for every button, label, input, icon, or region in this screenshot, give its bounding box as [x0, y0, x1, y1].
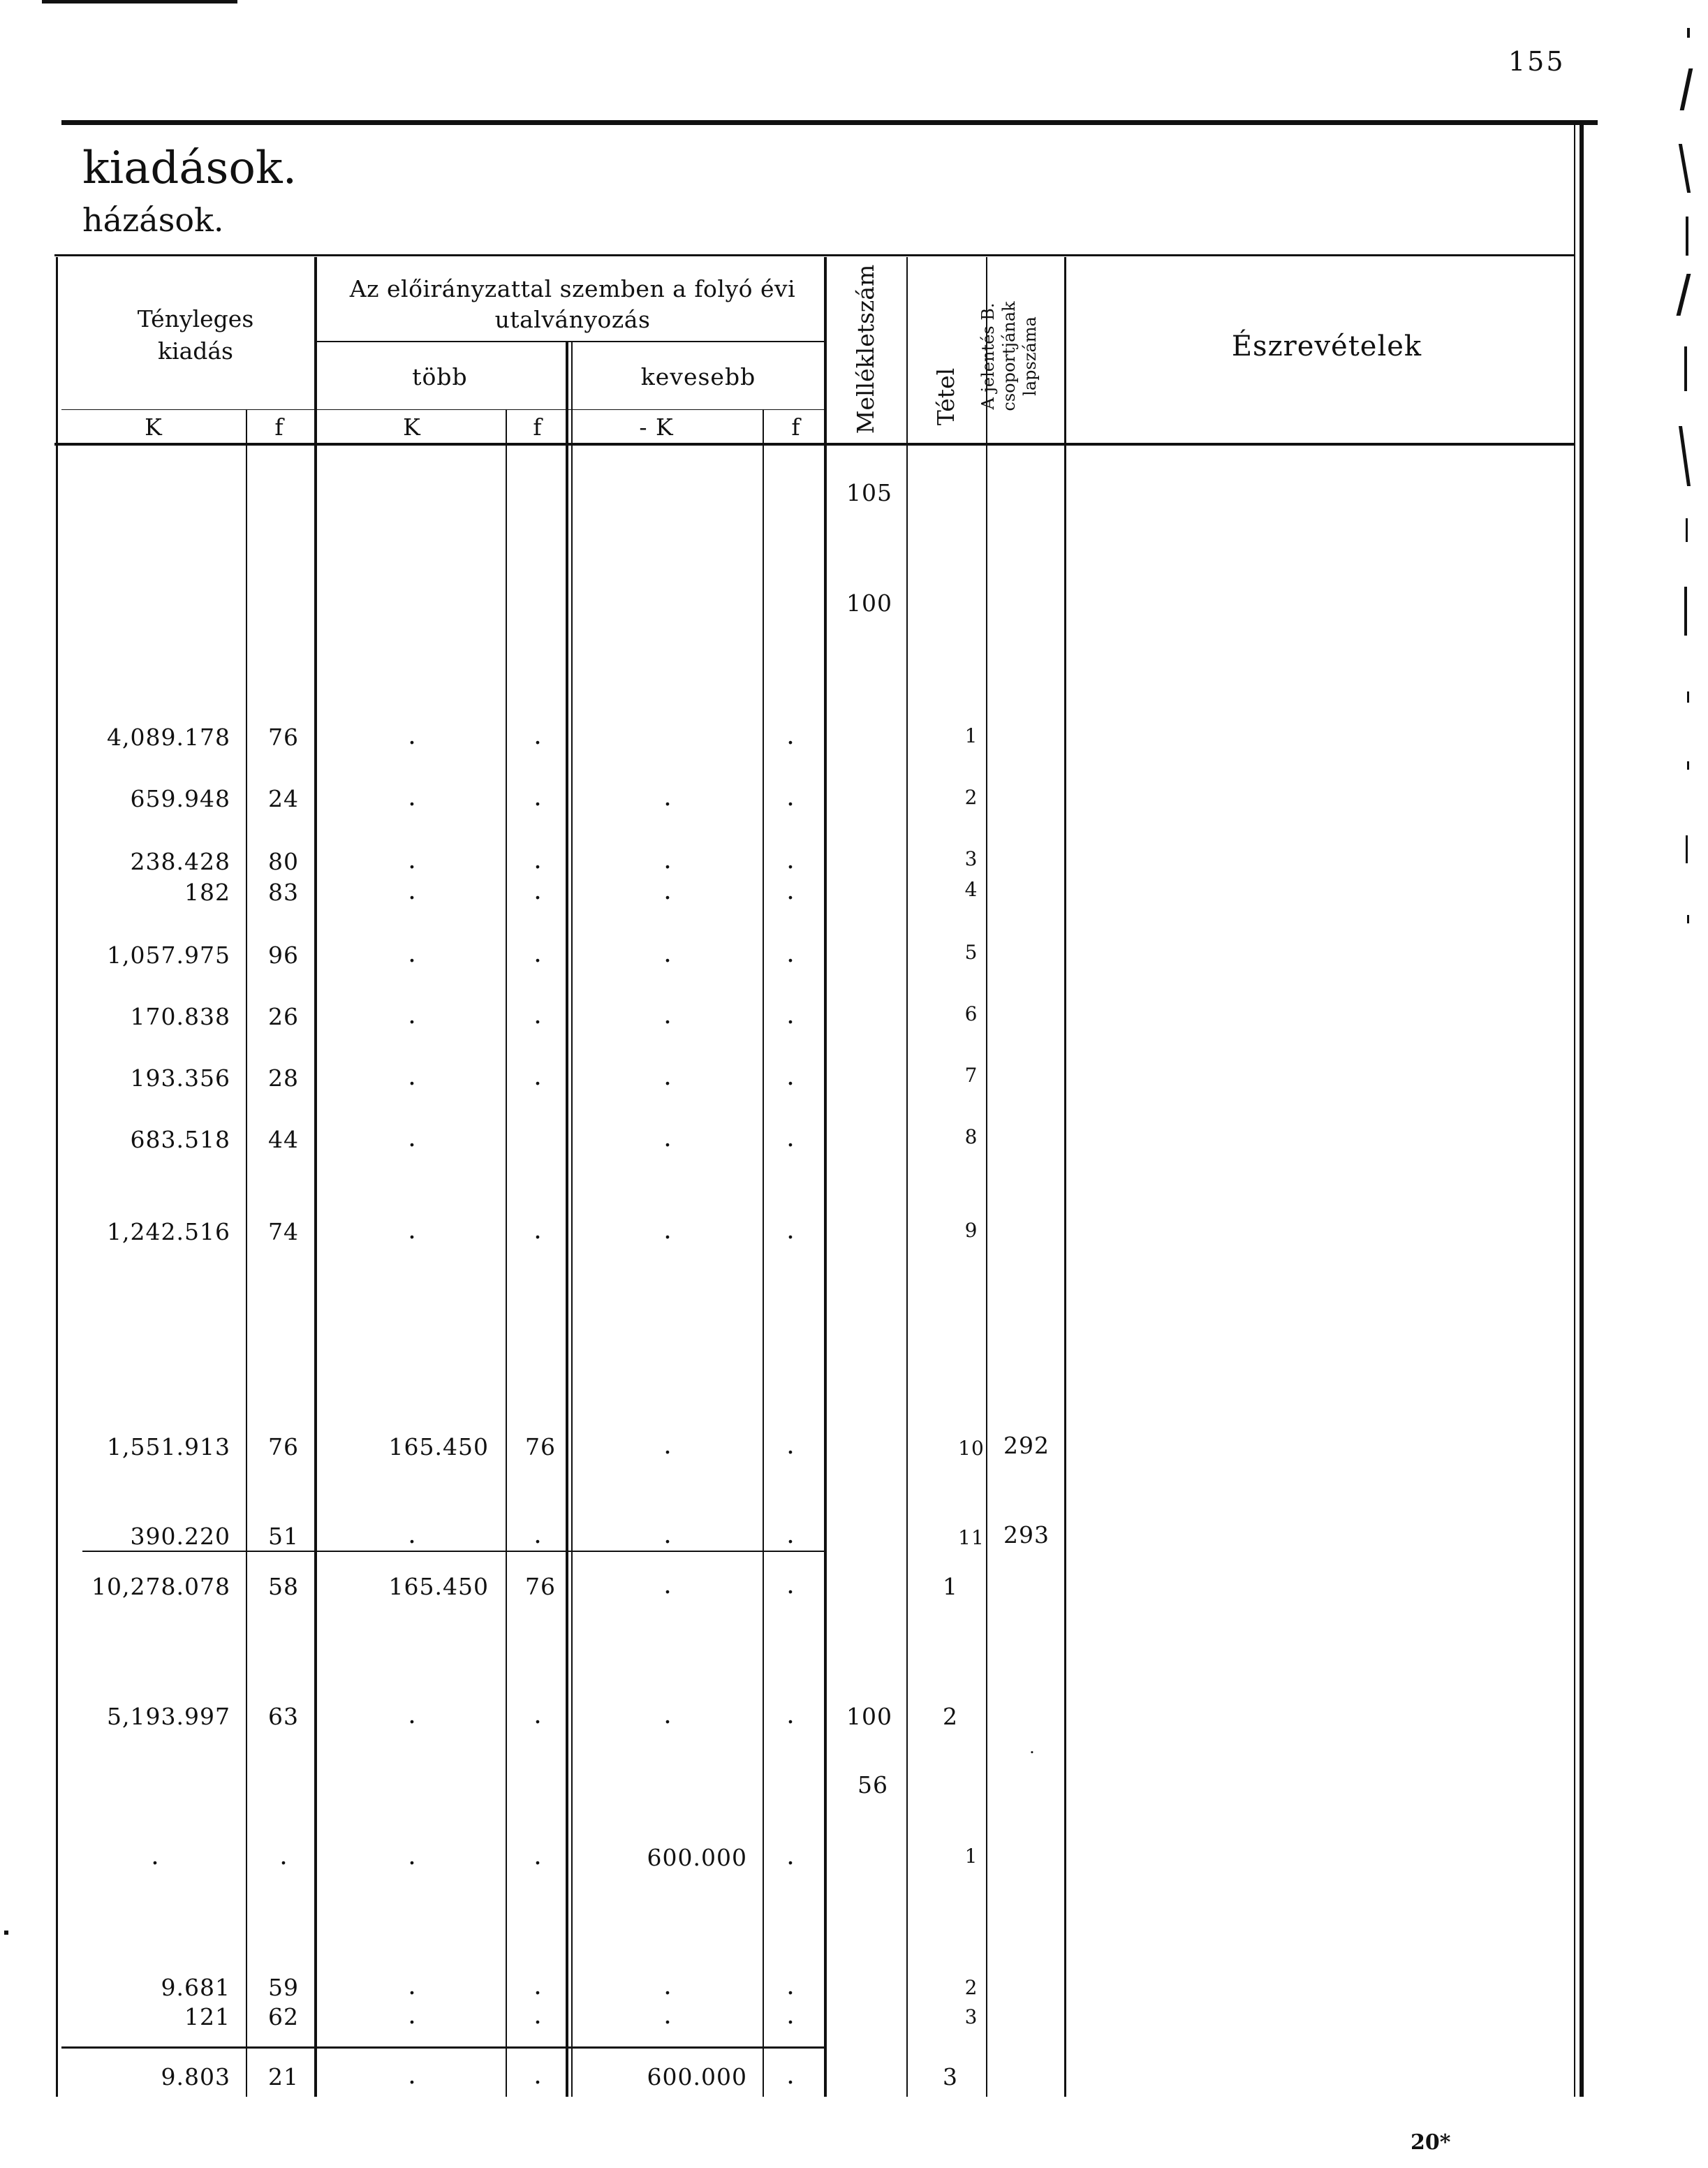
header-less-f: f — [791, 413, 801, 441]
more-K-cell: . — [408, 1701, 416, 1729]
item-cell: 1 — [964, 724, 978, 747]
more-K-cell: . — [408, 2061, 416, 2090]
more-f-cell: . — [533, 939, 542, 968]
more-K-cell: . — [408, 1842, 416, 1870]
more-f-cell: 76 — [525, 1573, 556, 1600]
header-more: több — [412, 363, 468, 390]
actual-f-cell: 24 — [268, 785, 299, 812]
actual-K-cell: 9.681 — [161, 1974, 230, 2001]
actual-K-cell: 170.838 — [130, 1003, 230, 1030]
item-cell: 2 — [964, 1976, 978, 1999]
less-K-cell: . — [663, 1571, 672, 1599]
item-cell: 9 — [964, 1219, 978, 1242]
item-cell: 7 — [964, 1064, 978, 1087]
item-cell: 1 — [964, 1845, 978, 1868]
header-less: kevesebb — [640, 363, 756, 390]
more-f-cell: . — [533, 722, 542, 750]
less-f-cell: . — [786, 2001, 795, 2030]
less-f-cell: . — [786, 1571, 795, 1599]
less-K-cell: . — [663, 877, 672, 905]
actual-K-cell: 1,551.913 — [107, 1433, 230, 1460]
less-K-cell: 600.000 — [647, 1844, 747, 1871]
actual-f-cell: 44 — [268, 1126, 299, 1153]
less-f-cell: . — [786, 1842, 795, 1870]
top-edge-rule — [42, 0, 237, 3]
item-cell: 1 — [943, 1573, 958, 1600]
less-f-cell: . — [786, 1001, 795, 1030]
less-f-cell: . — [786, 1124, 795, 1152]
actual-f-cell: 76 — [268, 1433, 299, 1460]
actual-K-cell: 1,057.975 — [107, 942, 230, 969]
less-K-cell: . — [663, 1701, 672, 1729]
more-K-cell: . — [408, 846, 416, 874]
attachment-cell: 105 — [846, 479, 892, 506]
more-K-cell: . — [408, 1216, 416, 1245]
less-f-cell: . — [786, 1701, 795, 1729]
more-K-cell: . — [408, 877, 416, 905]
more-K-cell: . — [408, 1972, 416, 2000]
page-subtitle: házások. — [82, 201, 224, 239]
less-K-cell: . — [663, 1001, 672, 1030]
actual-f-cell: 74 — [268, 1218, 299, 1245]
header-remarks: Észrevételek — [1231, 330, 1422, 362]
actual-K-cell: 182 — [184, 879, 230, 906]
actual-K-cell: 390.220 — [130, 1523, 230, 1550]
header-more-f: f — [533, 413, 543, 441]
less-K-cell: . — [663, 1216, 672, 1245]
item-cell: 3 — [964, 2005, 978, 2028]
more-K-cell: . — [408, 2001, 416, 2030]
item-cell: 2 — [964, 786, 978, 809]
more-K-cell: . — [408, 1001, 416, 1030]
footer-mark: 20* — [1411, 2130, 1451, 2155]
actual-f-cell: 28 — [268, 1064, 299, 1092]
less-f-cell: . — [786, 1972, 795, 2000]
actual-f-cell: 83 — [268, 879, 299, 906]
header-appropriation-group: Az előirányzattal szemben a folyó évi utalványozás — [349, 275, 796, 333]
actual-f-cell: 21 — [268, 2063, 299, 2090]
actual-K-cell: 10,278.078 — [91, 1573, 230, 1600]
item-cell: 6 — [964, 1002, 978, 1025]
less-K-cell: . — [663, 1062, 672, 1091]
more-K-cell: . — [408, 1521, 416, 1549]
header-report-page: A jelentés B. csoportjának lapszáma — [978, 301, 1040, 411]
less-f-cell: . — [786, 1216, 795, 1245]
actual-K-cell: 193.356 — [130, 1064, 230, 1092]
actual-f-cell: . — [279, 1842, 288, 1870]
more-f-cell: . — [533, 2061, 542, 2090]
less-K-cell: . — [663, 783, 672, 812]
page-ref-cell: 292 — [1003, 1432, 1050, 1459]
actual-K-cell: 683.518 — [130, 1126, 230, 1153]
more-K-cell: . — [408, 1124, 416, 1152]
actual-K-cell: 659.948 — [130, 785, 230, 812]
item-cell: 3 — [964, 847, 978, 870]
more-f-cell: . — [533, 846, 542, 874]
header-more-K: K — [403, 413, 421, 441]
less-K-cell: . — [663, 1431, 672, 1460]
item-cell: 8 — [964, 1125, 978, 1148]
less-K-cell: . — [663, 2001, 672, 2030]
less-f-cell: . — [786, 722, 795, 750]
less-f-cell: . — [786, 846, 795, 874]
less-K-cell: 600.000 — [647, 2063, 747, 2090]
less-K-cell: . — [663, 846, 672, 874]
actual-f-cell: 80 — [268, 848, 299, 875]
less-f-cell: . — [786, 877, 795, 905]
actual-f-cell: 96 — [268, 942, 299, 969]
less-f-cell: . — [786, 783, 795, 812]
page-ref-cell: 293 — [1003, 1521, 1050, 1548]
actual-f-cell: 58 — [268, 1573, 299, 1600]
actual-f-cell: 59 — [268, 1974, 299, 2001]
more-f-cell: . — [533, 1521, 542, 1549]
less-f-cell: . — [786, 1431, 795, 1460]
less-K-cell: . — [663, 1124, 672, 1152]
less-f-cell: . — [786, 939, 795, 968]
more-f-cell: . — [533, 1001, 542, 1030]
more-f-cell: . — [533, 877, 542, 905]
item-cell: 4 — [964, 878, 978, 901]
actual-K-cell: 1,242.516 — [107, 1218, 230, 1245]
item-cell: 10 — [958, 1437, 985, 1460]
less-f-cell: . — [786, 1062, 795, 1091]
header-less-K: - K — [639, 413, 674, 441]
actual-K-cell: . — [151, 1842, 159, 1870]
more-K-cell: 165.450 — [388, 1433, 489, 1460]
attachment-cell: 100 — [846, 1703, 892, 1730]
more-K-cell: . — [408, 722, 416, 750]
less-f-cell: . — [786, 2061, 795, 2090]
more-K-cell: . — [408, 783, 416, 812]
less-K-cell: . — [663, 939, 672, 968]
item-cell: 11 — [958, 1526, 985, 1549]
more-f-cell: . — [533, 1972, 542, 2000]
more-f-cell: . — [533, 783, 542, 812]
actual-f-cell: 51 — [268, 1523, 299, 1550]
actual-f-cell: 63 — [268, 1703, 299, 1730]
header-attachment-number: Mellékletszám — [852, 264, 879, 434]
more-f-cell: 76 — [525, 1433, 556, 1460]
attachment-cell: 56 — [857, 1771, 888, 1799]
item-cell: 5 — [964, 941, 978, 964]
attachment-cell: 100 — [846, 589, 892, 617]
page-number: 155 — [1508, 46, 1566, 77]
more-K-cell: . — [408, 939, 416, 968]
actual-f-cell: 76 — [268, 724, 299, 751]
actual-f-cell: 26 — [268, 1003, 299, 1030]
more-K-cell: 165.450 — [388, 1573, 489, 1600]
header-actual-expense: Tényleges kiadás — [137, 305, 254, 365]
actual-K-cell: 4,089.178 — [107, 724, 230, 751]
more-f-cell: . — [533, 2001, 542, 2030]
less-K-cell: . — [663, 1972, 672, 2000]
more-K-cell: . — [408, 1062, 416, 1091]
actual-f-cell: 62 — [268, 2003, 299, 2030]
less-f-cell: . — [786, 1521, 795, 1549]
actual-K-cell: 121 — [184, 2003, 230, 2030]
more-f-cell: . — [533, 1701, 542, 1729]
actual-K-cell: 5,193.997 — [107, 1703, 230, 1730]
item-cell: 2 — [943, 1703, 958, 1730]
page-ref-cell: . — [1029, 1738, 1035, 1757]
page-title: kiadások. — [82, 142, 297, 194]
more-f-cell: . — [533, 1062, 542, 1091]
actual-K-cell: 238.428 — [130, 848, 230, 875]
more-f-cell: . — [533, 1842, 542, 1870]
less-K-cell: . — [663, 1521, 672, 1549]
header-item: Tétel — [932, 367, 959, 426]
header-actual-K: K — [145, 413, 163, 441]
header-actual-f: f — [274, 413, 284, 441]
more-f-cell: . — [533, 1216, 542, 1245]
actual-K-cell: 9.803 — [161, 2063, 230, 2090]
item-cell: 3 — [943, 2063, 958, 2090]
